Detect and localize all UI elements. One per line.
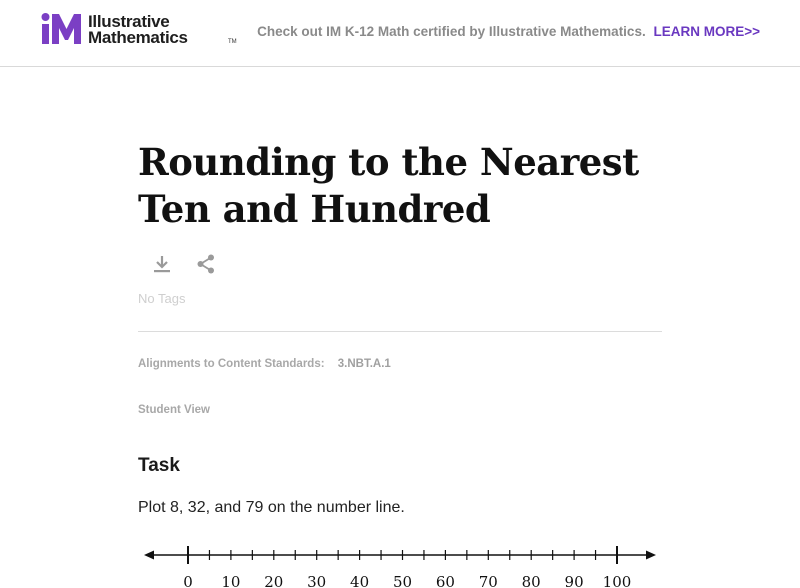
promo-banner — [257, 24, 760, 39]
alignments-row — [138, 358, 391, 370]
tick-label: 20 — [264, 573, 284, 588]
left-arrow-icon — [144, 551, 154, 560]
tick-label: 0 — [183, 573, 193, 588]
logo-text-mathematics: Mathematics — [88, 28, 188, 47]
download-icon — [150, 252, 174, 276]
number-line — [140, 538, 660, 588]
tick-label: 70 — [478, 573, 498, 588]
download-button[interactable] — [150, 252, 174, 276]
tick-label: 40 — [350, 573, 370, 588]
student-view-link[interactable]: Student View — [138, 404, 210, 416]
logo-text-illustrative: Illustrative — [88, 12, 170, 31]
tick-label: 80 — [521, 573, 541, 588]
tick-label: 50 — [392, 573, 413, 588]
share-button[interactable] — [194, 252, 218, 276]
learn-more-link[interactable]: LEARN MORE>> — [653, 24, 760, 39]
tick-label: 90 — [564, 573, 584, 588]
im-logo-mark-icon — [41, 12, 81, 46]
logo-trademark: TM — [228, 39, 237, 45]
task-text: Plot 8, 32, and 79 on the number line. — [138, 499, 405, 516]
tick-label: 60 — [435, 573, 455, 588]
right-arrow-icon — [646, 551, 656, 560]
promo-text: Check out IM K-12 Math certified by Illustrative Mathematics. — [257, 24, 646, 39]
standard-code-link[interactable]: 3.NBT.A.1 — [337, 358, 391, 370]
tick-label: 30 — [307, 573, 327, 588]
divider — [138, 331, 662, 332]
tags-label: No Tags — [138, 291, 186, 306]
site-header — [0, 0, 800, 67]
alignments-label: Alignments to Content Standards: — [138, 358, 325, 370]
task-heading: Task — [138, 455, 180, 476]
tick-label: 10 — [221, 573, 241, 588]
tick-label: 100 — [602, 573, 632, 588]
page-title: Rounding to the Nearest Ten and Hundred — [138, 140, 639, 231]
im-logo[interactable] — [41, 12, 237, 48]
share-icon — [194, 252, 218, 276]
